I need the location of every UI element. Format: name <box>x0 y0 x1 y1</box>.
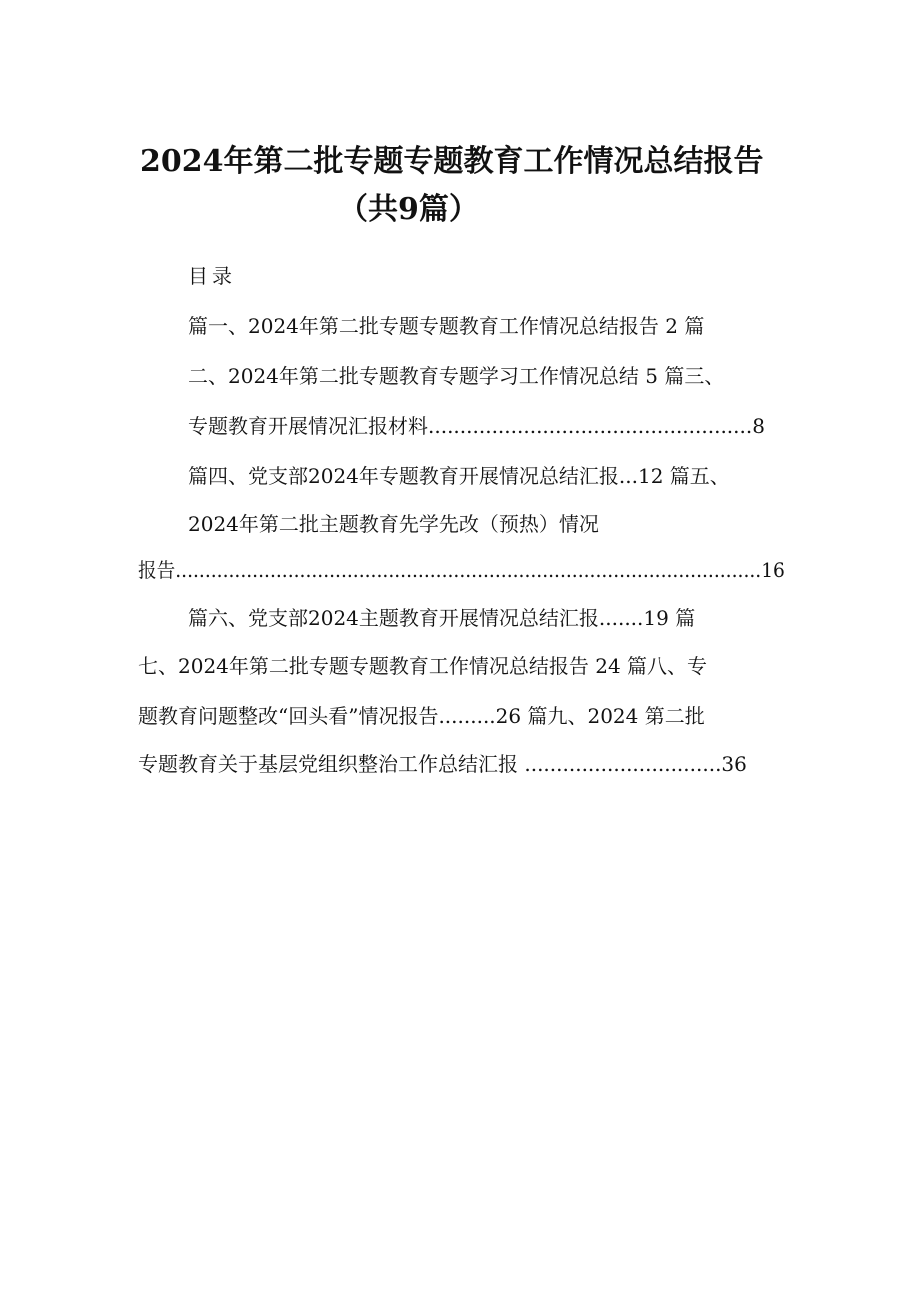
toc-line: 2024年第二批主题教育先学先改（预热）情况 <box>188 512 599 536</box>
toc-line: 二、2024年第二批专题教育专题学习工作情况总结 5 篇三、 <box>188 364 725 388</box>
toc-line: 题教育问题整改“回头看”情况报告.........26 篇九、2024 第二批 <box>138 704 705 728</box>
toc-line: 专题教育关于基层党组织整治工作总结汇报 ...............................36 <box>138 752 747 776</box>
document-title: 2024年第二批专题专题教育工作情况总结报告 <box>140 144 764 179</box>
toc-line: 篇一、2024年第二批专题专题教育工作情况总结报告 2 篇 <box>188 314 705 338</box>
toc-heading: 目录 <box>188 264 236 288</box>
toc-line: 报告...................................................................................................16 <box>138 558 785 582</box>
toc-line: 专题教育开展情况汇报材料...................................................8 <box>188 414 765 438</box>
toc-line: 篇六、党支部2024主题教育开展情况总结汇报.......19 篇 <box>188 606 696 630</box>
toc-line: 篇四、党支部2024年专题教育开展情况总结汇报...12 篇五、 <box>188 464 730 488</box>
toc-line: 七、2024年第二批专题专题教育工作情况总结报告 24 篇八、专 <box>138 654 708 678</box>
document-subtitle-count: （共9篇） <box>338 192 479 227</box>
